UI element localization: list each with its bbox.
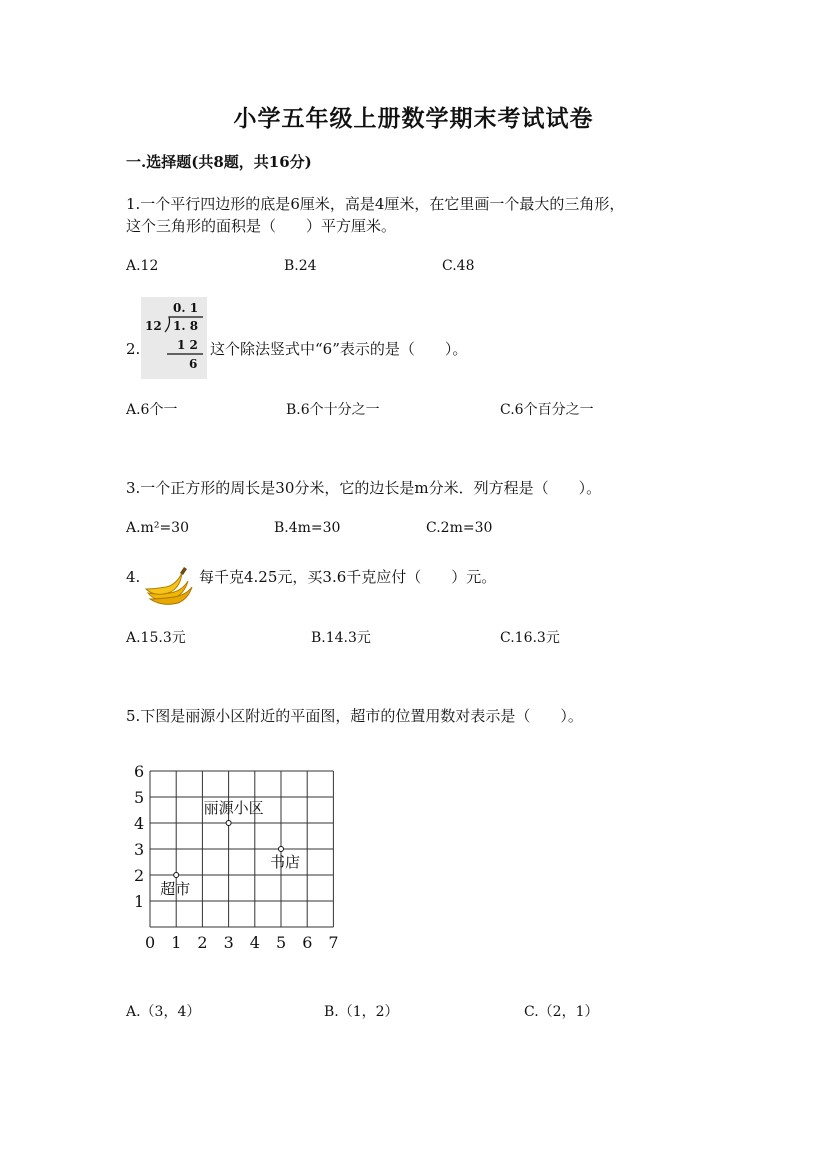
q2-number: 2. bbox=[126, 340, 141, 358]
map-x-label: 3 bbox=[223, 933, 234, 952]
q1-option-c[interactable]: C.48 bbox=[442, 258, 475, 274]
map-x-label: 1 bbox=[171, 933, 182, 952]
map-x-label: 4 bbox=[249, 933, 260, 952]
map-x-label: 7 bbox=[328, 933, 339, 952]
q4-number: 4. bbox=[126, 568, 141, 586]
division-quotient: 0. 1 bbox=[173, 301, 199, 315]
q2-text: 这个除法竖式中“6”表示的是（ ）。 bbox=[210, 340, 468, 358]
q4-option-b[interactable]: B.14.3元 bbox=[311, 630, 371, 646]
q1-option-b[interactable]: B.24 bbox=[284, 258, 317, 274]
q4-text: 每千克4.25元，买3.6千克应付（ ）元。 bbox=[199, 568, 497, 586]
q3-option-b[interactable]: B.4m=30 bbox=[274, 520, 341, 536]
map-x-label: 2 bbox=[197, 933, 208, 952]
banana-icon bbox=[142, 563, 194, 607]
section-heading: 一.选择题(共8题，共16分) bbox=[126, 153, 312, 171]
division-remainder: 6 bbox=[189, 357, 198, 371]
map-grid bbox=[130, 762, 342, 954]
map-y-label: 3 bbox=[134, 840, 145, 859]
map-y-label: 1 bbox=[134, 892, 145, 911]
place-label: 超市 bbox=[160, 880, 191, 898]
q3-option-c[interactable]: C.2m=30 bbox=[426, 520, 493, 536]
q2-option-c[interactable]: C.6个百分之一 bbox=[500, 402, 594, 418]
q4-option-c[interactable]: C.16.3元 bbox=[500, 630, 560, 646]
page-title: 小学五年级上册数学期末考试试卷 bbox=[233, 105, 594, 132]
division-product: 1 2 bbox=[177, 338, 198, 352]
q5-option-b[interactable]: B.（1，2） bbox=[324, 1004, 399, 1020]
q2-option-a[interactable]: A.6个一 bbox=[126, 402, 178, 418]
q5-option-a[interactable]: A.（3，4） bbox=[126, 1004, 201, 1020]
place-label: 书店 bbox=[270, 853, 301, 871]
place-label: 丽源小区 bbox=[203, 799, 264, 817]
q1-line2: 这个三角形的面积是（ ）平方厘米。 bbox=[126, 217, 397, 235]
map-y-label: 2 bbox=[134, 866, 145, 885]
q5-option-c[interactable]: C.（2，1） bbox=[524, 1004, 599, 1020]
q3-text: 3.一个正方形的周长是30分米，它的边长是m分米．列方程是（ ）。 bbox=[126, 479, 602, 497]
q1-line1: 1.一个平行四边形的底是6厘米，高是4厘米，在它里画一个最大的三角形， bbox=[126, 195, 625, 213]
map-x-label: 6 bbox=[302, 933, 313, 952]
q2-option-b[interactable]: B.6个十分之一 bbox=[286, 402, 380, 418]
place-point bbox=[226, 821, 231, 826]
division-dividend: 1. 8 bbox=[173, 319, 199, 333]
q3-option-a[interactable]: A.m²=30 bbox=[126, 520, 189, 536]
map-y-label: 5 bbox=[134, 788, 145, 807]
map-y-label: 6 bbox=[134, 762, 145, 781]
division-divisor: 12 bbox=[145, 319, 162, 333]
map-x-label: 0 bbox=[145, 933, 156, 952]
q1-option-a[interactable]: A.12 bbox=[126, 258, 159, 274]
map-x-label: 5 bbox=[276, 933, 287, 952]
place-point bbox=[279, 847, 284, 852]
map-y-label: 4 bbox=[134, 814, 145, 833]
q4-option-a[interactable]: A.15.3元 bbox=[126, 630, 186, 646]
q5-text: 5.下图是丽源小区附近的平面图，超市的位置用数对表示是（ ）。 bbox=[126, 707, 583, 725]
place-point bbox=[174, 873, 179, 878]
division-figure bbox=[141, 297, 207, 379]
